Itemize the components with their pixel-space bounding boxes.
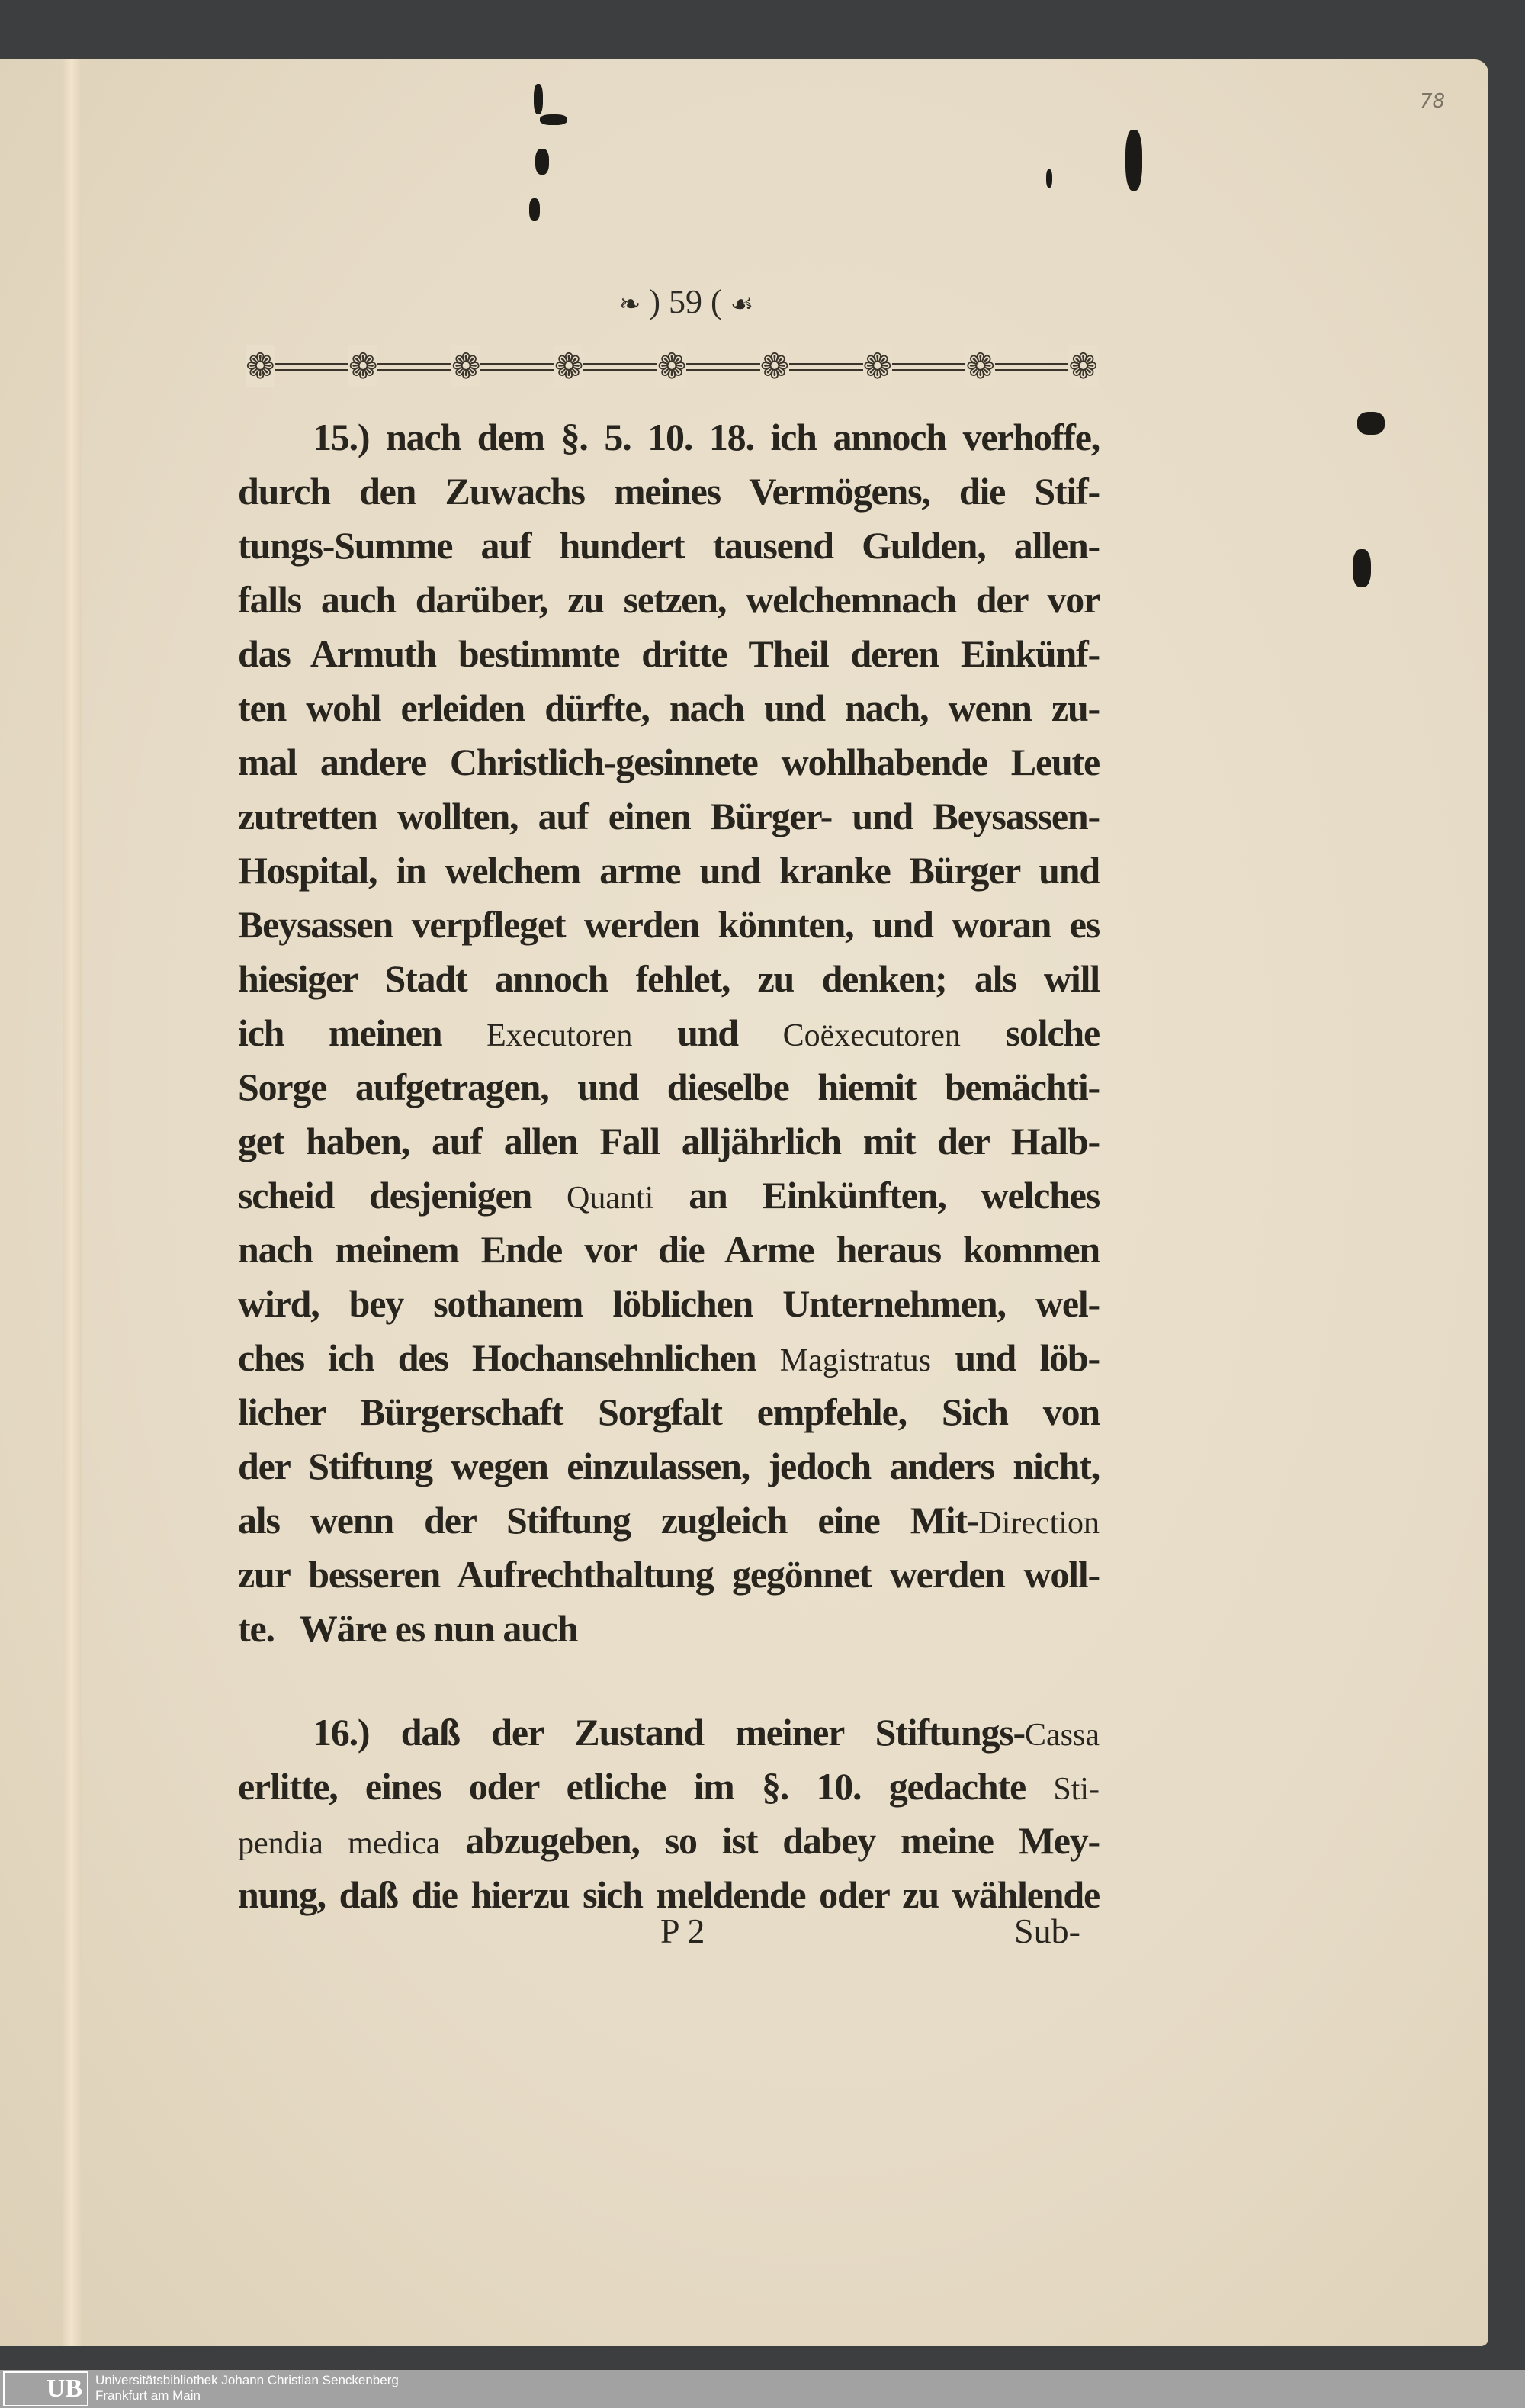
text-line: durch den Zuwachs meines Vermögens, die Stif- [238, 470, 1100, 513]
text-line: falls auch darüber, zu setzen, welchemnach der vor [238, 578, 1100, 621]
paragraph-16 [238, 1706, 1100, 1922]
text-line: wird, bey sothanem löblichen Unternehmen, wel- [238, 1282, 1100, 1325]
text-segment: ches ich des Hochansehnlichen [238, 1336, 780, 1379]
text-line: Hospital, in welchem arme und kranke Bürger und [238, 849, 1100, 892]
ink-blot [540, 114, 567, 125]
text-line: mal andere Christlich-gesinnete wohlhabende Leute [238, 741, 1100, 783]
paragraph-15 [238, 410, 1100, 1656]
fleuron-right-icon: ☙ [730, 289, 754, 320]
page-number: ) 59 ( [649, 283, 722, 320]
binding-fold [63, 59, 82, 2346]
text-line: Sorge aufgetragen, und dieselbe hiemit bemächti- [238, 1066, 1100, 1108]
rule-flower-icon: ❁ [554, 346, 584, 387]
text-line [238, 1706, 1100, 1760]
text-segment: ich meinen [238, 1011, 487, 1054]
text-line: ten wohl erleiden dürfte, nach und nach, wenn zu- [238, 686, 1100, 729]
antiqua-word: Magistratus [779, 1343, 932, 1378]
ink-blot [1125, 130, 1142, 191]
text-line: te. Wäre es nun auch [238, 1607, 578, 1650]
text-line [238, 1169, 1100, 1223]
ink-blot [535, 149, 549, 175]
ink-blot [1357, 412, 1385, 435]
antiqua-word: Executoren [486, 1018, 633, 1053]
text-line: das Armuth bestimmte dritte Theil deren Einkünf- [238, 632, 1100, 675]
rule-flower-icon: ❁ [246, 346, 275, 387]
institution-name: Universitätsbibliothek Johann Christian Senckenberg [95, 2373, 399, 2387]
rule-flower-icon: ❁ [759, 346, 790, 387]
text-segment: solche [960, 1011, 1100, 1054]
text-line [238, 1493, 1100, 1548]
text-segment: abzugeben, so ist dabey meine Mey- [440, 1819, 1100, 1862]
ink-blot [1046, 169, 1052, 188]
ub-logo: UB [3, 2371, 88, 2406]
text-segment: erlitte, eines oder etliche im §. 10. gedachte [238, 1765, 1054, 1808]
rule-flower-icon: ❁ [348, 346, 378, 387]
rule-flower-icon: ❁ [965, 346, 995, 387]
text-line: tungs-Summe auf hundert tausend Gulden, allen- [238, 524, 1100, 567]
rule-flower-icon: ❁ [451, 346, 481, 387]
antiqua-word: Coëxecutoren [782, 1018, 961, 1053]
rule-flower-icon: ❁ [657, 346, 687, 387]
ink-blot [1353, 549, 1371, 587]
text-segment: an Einkünften, welches [653, 1174, 1100, 1217]
text-line [238, 1006, 1100, 1060]
ink-blot [529, 198, 540, 221]
fleuron-left-icon: ❧ [618, 289, 641, 320]
text-line [238, 1814, 1100, 1868]
antiqua-word: pendia medica [238, 1826, 441, 1861]
institution-location: Frankfurt am Main [95, 2388, 201, 2403]
library-footer [0, 2370, 1525, 2408]
text-line [238, 1760, 1100, 1814]
text-line: zutretten wollten, auf einen Bürger- und Beysassen- [238, 795, 1100, 837]
text-segment: 16.) daß der Zustand meiner Stiftungs- [313, 1711, 1025, 1754]
text-line [238, 1331, 1100, 1385]
rule-flower-icon: ❁ [862, 346, 893, 387]
text-line: hiesiger Stadt annoch fehlet, zu denken; als will [238, 957, 1100, 1000]
antiqua-word: Quanti [567, 1181, 654, 1216]
text-line: nach meinem Ende vor die Arme heraus kommen [238, 1228, 1100, 1271]
folio-number-note: 78 [1420, 90, 1446, 113]
text-segment: als wenn der Stiftung zugleich eine Mit- [238, 1499, 979, 1542]
text-segment: scheid desjenigen [238, 1174, 567, 1217]
text-segment: und löb- [931, 1336, 1100, 1379]
catchword: Sub- [1014, 1911, 1080, 1950]
page-header [534, 282, 839, 321]
antiqua-word: Sti- [1053, 1772, 1100, 1807]
signature-mark: P 2 [660, 1911, 705, 1950]
ink-blot [534, 84, 543, 114]
text-line: zur besseren Aufrechthaltung gegönnet werden woll- [238, 1553, 1100, 1596]
text-line: Beysassen verpfleget werden könnten, und woran es [238, 903, 1100, 946]
text-segment: und [632, 1011, 783, 1054]
text-line: nung, daß die hierzu sich meldende oder zu wählende [238, 1873, 1100, 1916]
rule-flower-icon: ❁ [1068, 346, 1098, 387]
ornamental-rule [246, 345, 1098, 387]
text-line: der Stiftung wegen einzulassen, jedoch anders nicht, [238, 1445, 1100, 1487]
text-line: 15.) nach dem §. 5. 10. 18. ich annoch verhoffe, [313, 416, 1100, 458]
antiqua-word: Cassa [1025, 1718, 1100, 1753]
text-line: licher Bürgerschaft Sorgfalt empfehle, Sich von [238, 1390, 1100, 1433]
text-line: get haben, auf allen Fall alljährlich mit der Halb- [238, 1120, 1100, 1162]
antiqua-word: Direction [978, 1506, 1100, 1541]
